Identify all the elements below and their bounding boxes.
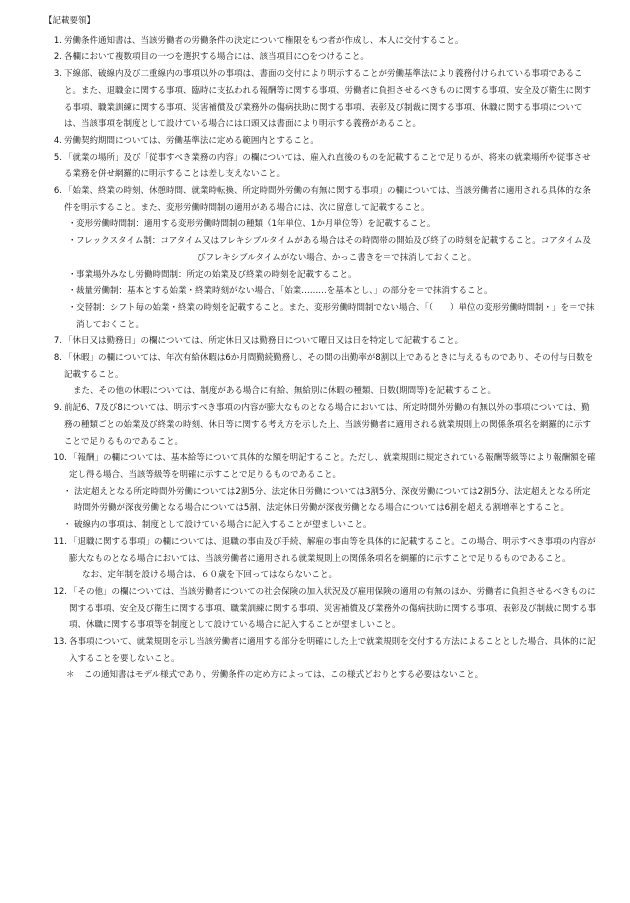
item-number: 11. (53, 536, 67, 547)
bullet: ・ (68, 219, 77, 230)
note-text: 法定超えとなる所定時間外労働については2割5分、法定休日労働については3割5分、深夜労働については2割5分、法定超えとなる所定時間外労働が深夜労働となる場合については5割、法定休日労働が深夜労働となる場合については6割を超える割増率とすること。 (74, 486, 591, 514)
item-number: 1. (53, 35, 62, 46)
sub-text: 交替制：シフト毎の始業・終業の時刻を記載すること。また、変形労働時間制でない場合、「（ ）単位の変形労働時間制・」を＝で抹消しておくこと。 (76, 302, 595, 330)
note-text: 破線内の事項は、制度として設けている場合に記入することが望ましいこと。 (74, 520, 372, 531)
bullet: ・ (68, 286, 77, 297)
sub-text: 裁量労働制：基本とする始業・終業時刻がない場合、「始業………を基本とし、」の部分を＝で抹消すること。 (76, 286, 493, 297)
item-11 (42, 534, 597, 567)
item-2 (42, 49, 597, 66)
item-text: 「休日又は勤務日」の欄については、所定休日又は勤務日について曜日又は日を特定して記載すること。 (64, 336, 464, 347)
sub-text: 変形労働時間制：適用する変形労働時間制の種類（1年単位、1か月単位等）を記載すること。 (76, 219, 436, 230)
sub-label: フレックスタイム制： (76, 236, 161, 247)
item-10 (42, 450, 597, 483)
item-text: 下線部、破線内及び二重線内の事項以外の事項は、書面の交付により明示することが労働基準法により義務付けられている事項であること。また、退職金に関する事項、臨時に支払われる報酬等に関する事項、労働者に負担させるべきものに関する事項、安全及び衛生に関する事項、職業訓練に関する事項、災害補償及び業務外の傷病扶助に関する事項、表彰及び制裁に関する事項、休職に関する事項については、当該事項を制度として設けている場合には口頭又は書面により明示する義務があること。 (64, 69, 592, 130)
item-text: 労働契約期間については、労働基準法に定める範囲内とすること。 (64, 135, 319, 146)
document-body (42, 13, 597, 684)
bullet: ・ (68, 302, 77, 313)
bullet: ・ (63, 486, 72, 497)
bullet: ・ (68, 269, 77, 280)
item6-sub-variable-hours (42, 216, 597, 233)
item-6 (42, 183, 597, 216)
item-text: 労働条件通知書は、当該労働者の労働条件の決定について権限をもつ者が作成し、本人に交付すること。 (64, 35, 464, 46)
item-9 (42, 400, 597, 450)
item-1 (42, 33, 597, 50)
item-text: 「始業、終業の時刻、休憩時間、就業時転換、所定時間外労働の有無に関する事項」の欄については、当該労働者に適用される具体的な条件を明示すること。また、変形労働時間制の適用がある場合には、次に留意して記載すること。 (64, 186, 591, 213)
item-number: 5. (53, 152, 62, 163)
item-number: 2. (53, 52, 62, 63)
item-7 (42, 333, 597, 350)
item-number: 12. (53, 586, 67, 597)
item-text: 各事項について、就業規則を示し当該労働者に適用する部分を明確にした上で就業規則を交付する方法によることとした場合、具体的に記入することを要しないこと。 (69, 637, 596, 664)
item-number: 7. (53, 336, 62, 347)
item-5 (42, 150, 597, 183)
item6-sub-discretionary (42, 283, 597, 300)
item-3 (42, 66, 597, 133)
sub-text: コアタイム又はフレキシブルタイムがある場合はその時間帯の開始及び終了の時刻を記載すること。コアタイム及びフレキシブルタイムがない場合、かっこ書きを＝で抹消しておくこと。 (160, 236, 592, 263)
item-4 (42, 133, 597, 150)
item-number: 8. (53, 353, 62, 364)
item10-note-dashed-box (42, 517, 597, 534)
bullet: ・ (68, 236, 77, 247)
sub-hanging-text (76, 233, 597, 266)
item-11-continuation: なお、定年制を設ける場合は、６０歳を下回ってはならないこと。 (82, 570, 338, 581)
footnote-text: この通知書はモデル様式であり、労働条件の定め方によっては、この様式どおりとする必要はないこと。 (84, 670, 484, 681)
footnote-asterisk: ＊ (66, 670, 75, 681)
item-number: 6. (53, 186, 62, 197)
item-8 (42, 350, 597, 383)
item10-note-premium-rates (42, 484, 597, 517)
item-text: 「退職に関する事項」の欄については、退職の事由及び手続、解雇の事由等を具体的に記載すること。この場合、明示すべき事項の内容が膨大なものとなる場合においては、当該労働者に適用される就業規則上の関係条項名を網羅的に示すことで足りるものであること。 (69, 536, 596, 564)
item-number: 3. (53, 69, 62, 80)
item-number: 4. (53, 135, 62, 146)
item-text: 「その他」の欄については、当該労働者についての社会保険の加入状況及び雇用保険の適用の有無のほか、労働者に負担させるべきものに関する事項、安全及び衛生に関する事項、職業訓練に関する事項、災害補償及び業務外の傷病扶助に関する事項、表彰及び制裁に関する事項、休職に関する事項等を制度として設けている場合に記入することが望ましいこと。 (69, 586, 597, 631)
item-text: 「休暇」の欄については、年次有給休暇は6か月間勤続勤務し、その間の出勤率が8割以上であるときに与えるものであり、その付与日数を記載すること。 (64, 353, 594, 380)
section-heading: 【記載要領】 (44, 16, 96, 26)
item-12 (42, 584, 597, 634)
item-text: 前記6、7及び8については、明示すべき事項の内容が膨大なものとなる場合においては、所定時間外労働の有無以外の事項については、勤務の種類ごとの始業及び終業の時刻、休日等に関する考え方を示した上、当該労働者に適用される就業規則上の関係条項名を網羅的に示すことで足りるものであること。 (64, 403, 592, 447)
item-text: 各欄において複数項目の一つを選択する場合には、該当項目に○をつけること。 (64, 52, 369, 63)
item-number: 13. (53, 637, 67, 648)
item6-sub-flextime (42, 233, 597, 266)
item-text: 「就業の場所」及び「従事すべき業務の内容」の欄については、雇入れ直後のものを記載することで足りるが、将来の就業場所や従事させる業務を併せ網羅的に明示することは差し支えないこと。 (64, 152, 591, 180)
item-8-continuation: また、その他の休暇については、制度がある場合に有給、無給別に休暇の種類、日数(期間等)を記載すること。 (73, 386, 496, 397)
item6-sub-shift (42, 300, 597, 333)
item-text: 「報酬」の欄については、基本給等について具体的な額を明記すること。ただし、就業規則に規定されている報酬等級等により報酬額を確定し得る場合、当該等級等を明確に示すことで足りるものであること。 (69, 453, 596, 480)
sub-text: 事業場外みなし労働時間制：所定の始業及び終業の時刻を記載すること。 (76, 269, 357, 280)
item-13 (42, 634, 597, 667)
item6-sub-deemed-hours (42, 267, 597, 284)
item-number: 9. (53, 403, 62, 414)
bullet: ・ (63, 520, 72, 531)
footnote (42, 667, 597, 684)
item-number: 10. (53, 453, 67, 464)
